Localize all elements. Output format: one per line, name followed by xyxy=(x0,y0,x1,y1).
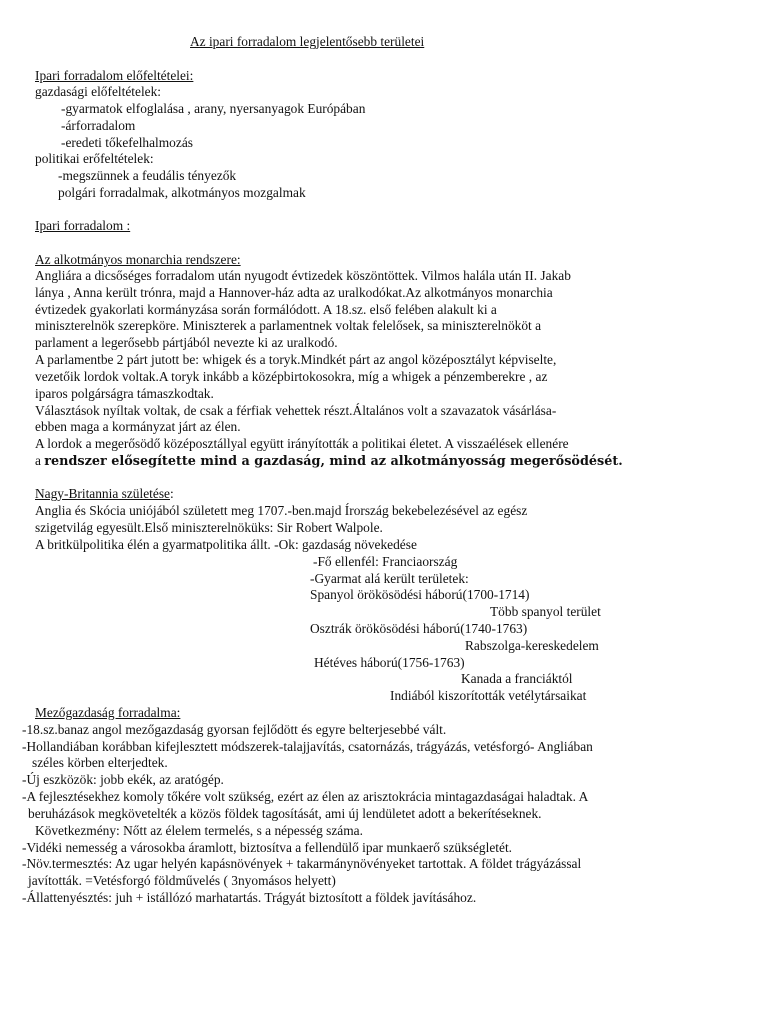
heading-industrial-revolution: Ipari forradalom : xyxy=(35,218,131,233)
paragraph-line: -18.sz.banaz angol mezőgazdaság gyorsan fejlődött és egyre belterjesebbé vált. xyxy=(22,722,447,737)
colony-line: Osztrák örökösödési háború(1740-1763) xyxy=(310,621,528,636)
page-title: Az ipari forradalom legjelentősebb területei xyxy=(190,34,425,49)
conclusion-prefix: a xyxy=(35,453,45,468)
paragraph-line: A parlamentbe 2 párt jutott be: whigek és a toryk.Mindkét párt az angol középosztályt képviselte, xyxy=(35,352,557,367)
paragraph-line: miniszterelnök szerepköre. Miniszterek a parlamentnek voltak felelősek, sa miniszterelnököt a xyxy=(35,318,542,333)
paragraph-line: ebben maga a kormányzat járt az élen. xyxy=(35,419,241,434)
paragraph-line: -Új eszközök: jobb ekék, az aratógép. xyxy=(22,772,224,787)
paragraph-line: -Növ.termesztés: Az ugar helyén kapásnövények + takarmánynövényeket tartottak. A földet trágyázással xyxy=(22,856,582,871)
paragraph-line: Választások nyíltak voltak, de csak a férfiak vehettek részt.Általános volt a szavazatok vásárlása- xyxy=(35,403,557,418)
conclusion-bold: rendszer elősegítette mind a gazdaság, mind az alkotmányosság megerősödését. xyxy=(44,454,623,469)
colony-line: Rabszolga-kereskedelem xyxy=(465,638,599,653)
pol-label: politikai erőfeltételek: xyxy=(35,151,154,166)
paragraph-line: iparos polgárságra támaszkodtak. xyxy=(35,386,214,401)
colony-line: Spanyol örökösödési háború(1700-1714) xyxy=(310,587,530,602)
heading-colon: : xyxy=(169,486,174,501)
econ-item: -árforradalom xyxy=(61,118,136,133)
colony-line: Hétéves háború(1756-1763) xyxy=(314,655,465,670)
paragraph-line: javították. =Vetésforgó földművelés ( 3nyomásos helyett) xyxy=(28,873,336,888)
pol-item: polgári forradalmak, alkotmányos mozgalmak xyxy=(58,185,306,200)
paragraph-line: Következmény: Nőtt az élelem termelés, s a népesség száma. xyxy=(35,823,363,838)
paragraph-line: széles körben elterjedtek. xyxy=(32,755,168,770)
pol-item: -megszünnek a feudális tényezők xyxy=(58,168,237,183)
paragraph-line: -A fejlesztésekhez komoly tőkére volt szükség, ezért az élen az arisztokrácia mintagazdaságai haladtak. A xyxy=(22,789,589,804)
heading-constitutional-monarchy: Az alkotmányos monarchia rendszere: xyxy=(35,252,241,267)
colony-line: Kanada a franciáktól xyxy=(461,671,573,686)
colony-line: -Fő ellenfél: Franciaország xyxy=(313,554,458,569)
econ-item: -eredeti tőkefelhalmozás xyxy=(61,135,193,150)
colony-line: Több spanyol terület xyxy=(490,604,601,619)
paragraph-line: -Hollandiában korábban kifejlesztett módszerek-talajjavítás, csatornázás, trágyázás, vetésforgó- Angliában xyxy=(22,739,593,754)
paragraph-line: lánya , Anna került trónra, majd a Hannover-ház adta az uralkodókat.Az alkotmányos monarchia xyxy=(35,285,553,300)
paragraph-line-conclusion xyxy=(35,453,623,470)
paragraph-line: vezetőik lordok voltak.A toryk inkább a középbirtokosokra, míg a whigek a pénzemberekre , az xyxy=(35,369,548,384)
paragraph-line: -Állattenyésztés: juh + istállózó marhatartás. Trágyát biztosított a földek javításához. xyxy=(22,890,477,905)
heading-agricultural-revolution: Mezőgazdaság forradalma: xyxy=(35,705,181,720)
paragraph-line: szigetvilág egyesült.Első miniszterelnöküks: Sir Robert Walpole. xyxy=(35,520,383,535)
heading-preconditions: Ipari forradalom előfeltételei: xyxy=(35,68,194,83)
paragraph-line: Anglia és Skócia uniójából született meg 1707.-ben.majd Írország bekebelezésével az egész xyxy=(35,503,528,518)
paragraph-line: parlament a legerősebb pártjából nevezte ki az uralkodó. xyxy=(35,335,338,350)
heading-great-britain xyxy=(35,486,174,502)
paragraph-line: évtizedek gyakorlati kormányzása során formálódott. A 18.sz. első felében alakult ki a xyxy=(35,302,497,317)
paragraph-line: -Vidéki nemesség a városokba áramlott, biztosítva a fellendülő ipar munkaerő szükségletét. xyxy=(22,840,513,855)
econ-label: gazdasági előfeltételek: xyxy=(35,84,162,99)
paragraph-line: Angliára a dicsőséges forradalom után nyugodt évtizedek köszöntöttek. Vilmos halála után II. Jakab xyxy=(35,268,571,283)
paragraph-line: A britkülpolitika élén a gyarmatpolitika állt. -Ok: gazdaság növekedése xyxy=(35,537,417,552)
paragraph-line: beruházások megkövetelték a közös földek tagosítását, ami új lendületet adott a bekerítéseknek. xyxy=(28,806,542,821)
colony-line: Indiából kiszorították vetélytársaikat xyxy=(390,688,587,703)
heading-great-britain-text: Nagy-Britannia születése xyxy=(35,486,170,501)
colony-line: -Gyarmat alá került területek: xyxy=(310,571,469,586)
econ-item: -gyarmatok elfoglalása , arany, nyersanyagok Európában xyxy=(61,101,366,116)
paragraph-line: A lordok a megerősödő középosztállyal együtt irányították a politikai életet. A visszaélések ellenére xyxy=(35,436,569,451)
